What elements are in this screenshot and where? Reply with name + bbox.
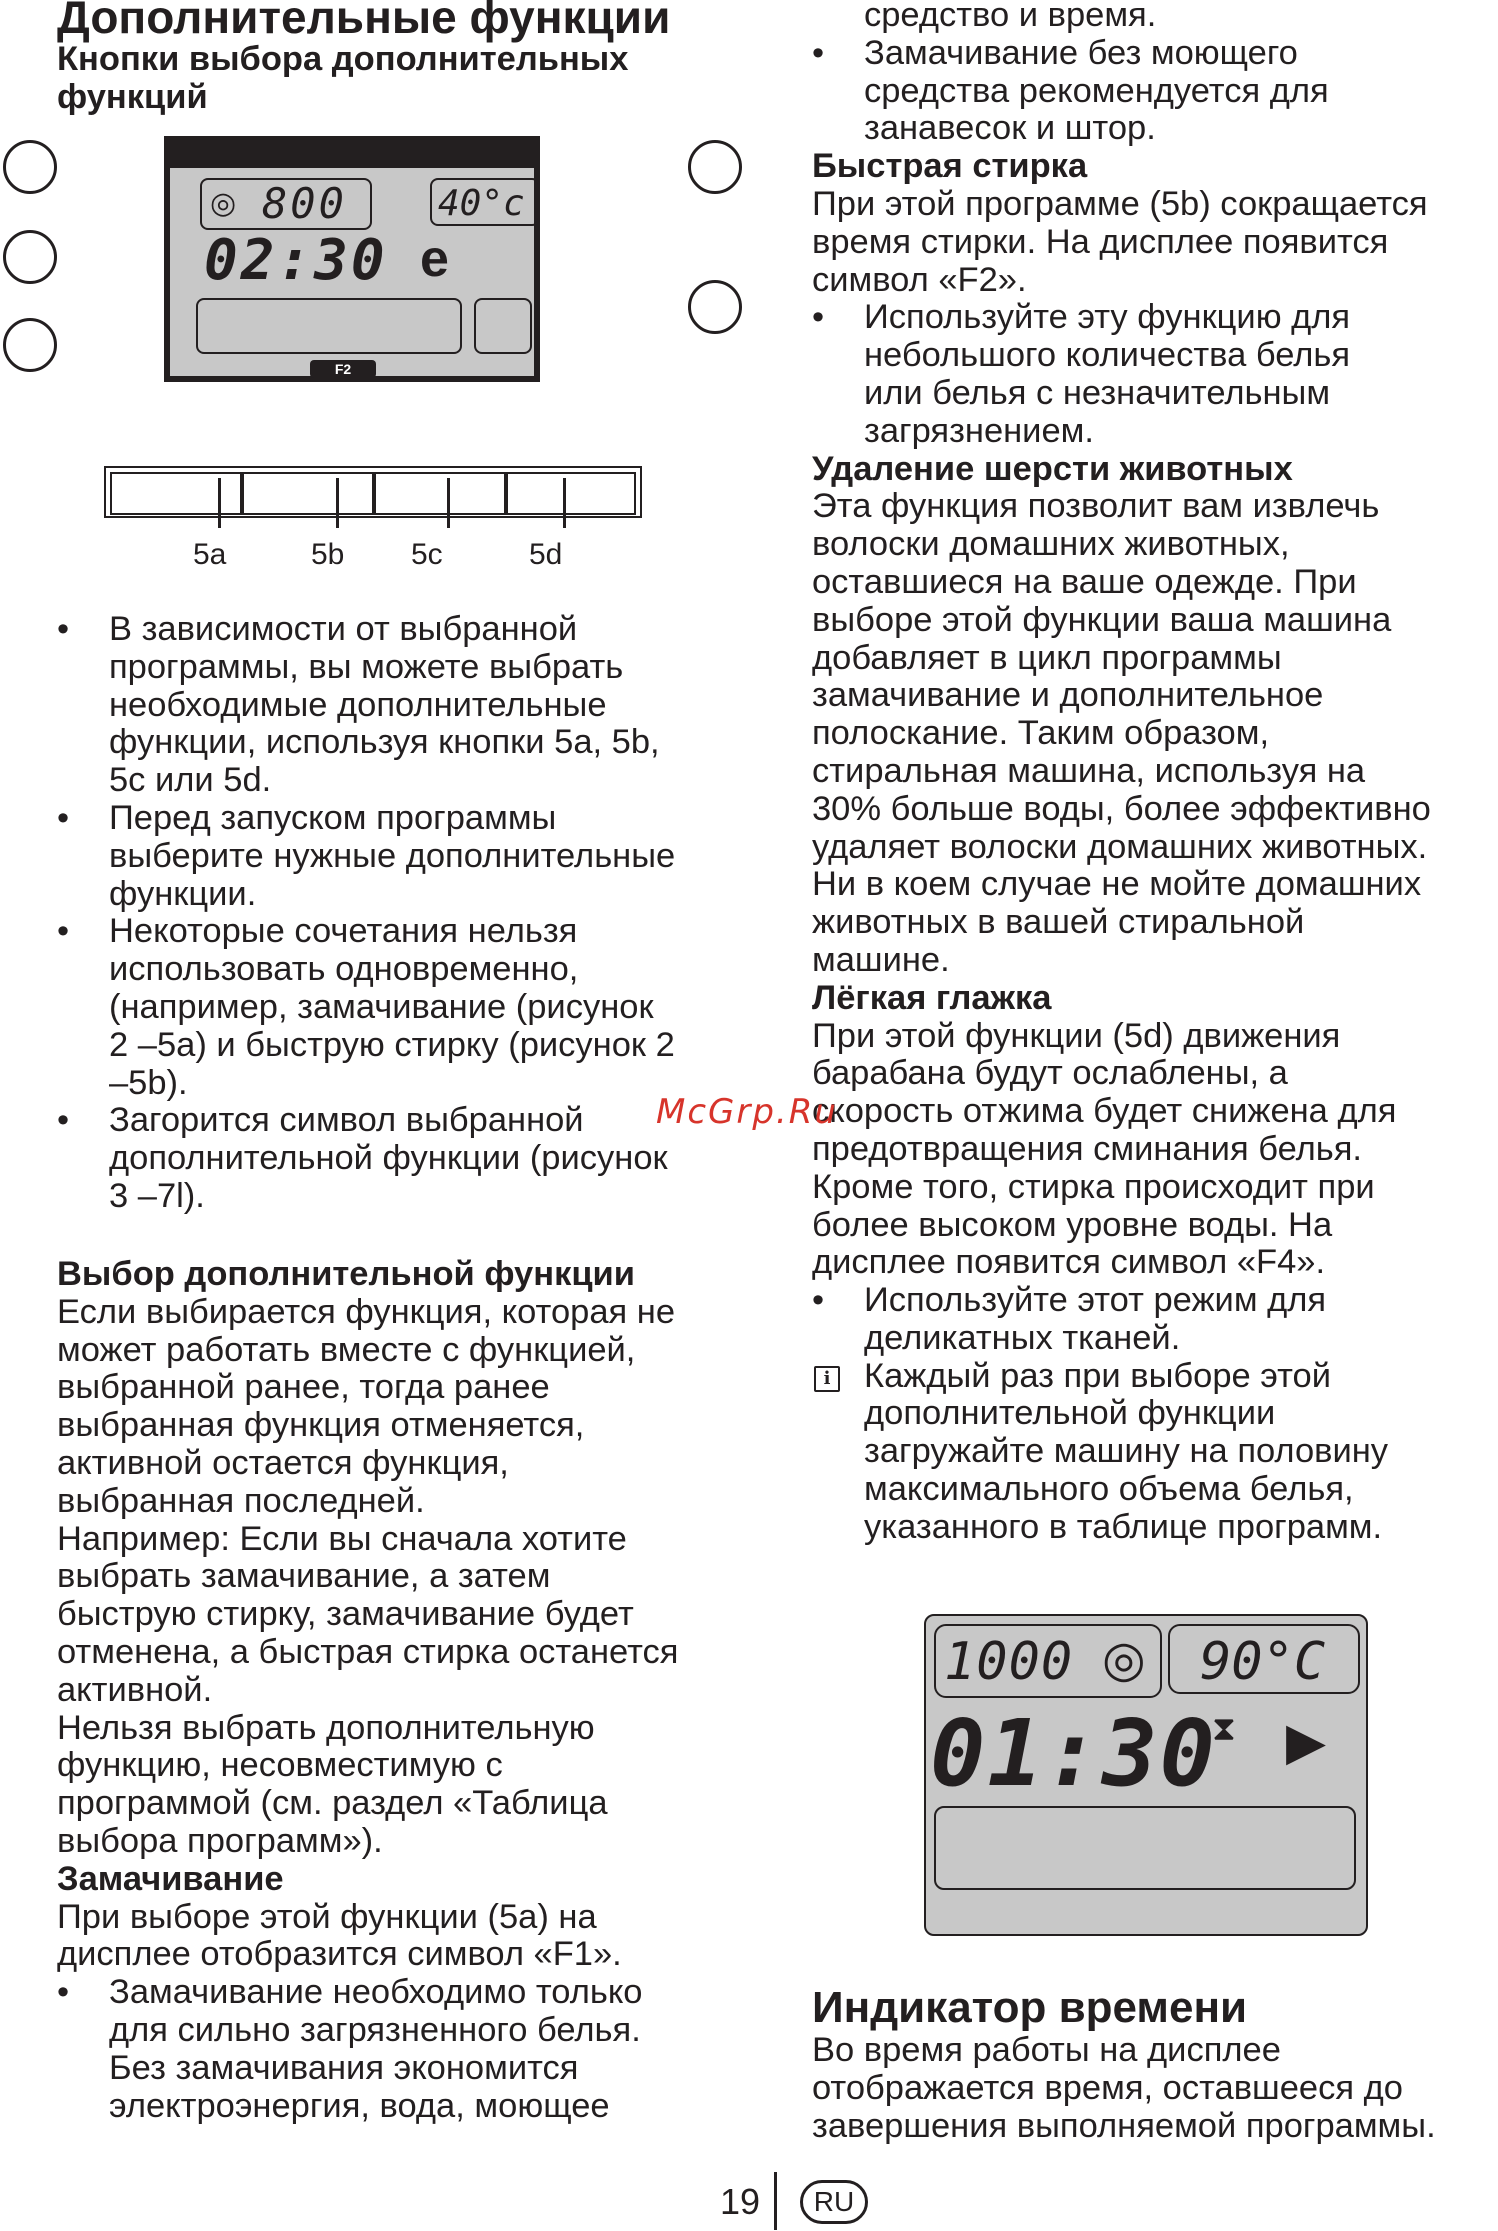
temp-readout: 40°c [438,183,525,224]
option-button-5c[interactable] [374,472,506,515]
temp-box [430,178,540,226]
play-arrow-icon: ▶ [1286,1713,1326,1771]
function-box-small [474,298,532,354]
text-line: дисплее появится символ «F4». [812,1243,1326,1282]
text-line: Используйте этот режим для [864,1281,1327,1320]
time-readout: 02:30 [204,228,388,293]
text-line: 2 –5a) и быструю стирку (рисунок 2 [109,1025,675,1064]
text-line: стиральная машина, используя на [812,751,1366,790]
info-icon: i [814,1366,840,1392]
label-5a: 5a [193,538,227,571]
text-line: дисплее отобразится символ «F1». [57,1935,622,1974]
pointer-line-5a [218,478,221,528]
text-line: добавляет в цикл программы [812,638,1282,677]
text-line: Используйте эту функцию для [864,298,1351,337]
option-button-circle[interactable] [3,318,57,372]
bullet-dot: • [57,798,70,837]
text-line: животных в вашей стиральной [812,903,1305,942]
text-line: замачивание и дополнительное [812,676,1324,715]
pointer-line-5b [336,478,339,528]
text-line: дополнительной функции [864,1394,1276,1433]
text-line: завершения выполняемой программы. [812,2106,1436,2145]
text-line: время стирки. На дисплее появится [812,222,1389,261]
function-bar [934,1806,1356,1890]
watermark: McGrp.Ru [656,1092,838,1132]
text-line: В зависимости от выбранной [109,610,578,648]
option-button-5d[interactable] [506,472,636,515]
bullet-item [812,299,1498,450]
text-line: выберите нужные дополнительные [109,836,676,875]
text-line: выбранная последней. [57,1481,425,1520]
label-5b: 5b [311,538,345,571]
text-line: выбранной ранее, тогда ранее [57,1368,550,1407]
text-line: барабана будут ослаблены, а [812,1054,1288,1093]
subtitle-line-2: функций [57,78,208,116]
text-line: максимального объема белья, [864,1470,1354,1509]
option-button-circle[interactable] [688,280,742,334]
text-line: При этой программе (5b) сокращается [812,184,1428,223]
language-badge: RU [800,2180,868,2224]
text-line: Замачивание без моющего [864,33,1298,72]
text-line: Если выбирается функция, которая не [57,1292,676,1331]
text-line: функции, используя кнопки 5a, 5b, [109,723,660,762]
text-line: Замачивание необходимо только [109,1973,643,2012]
text-line: полоскание. Таким образом, [812,714,1270,753]
text-line: 3 –7l). [109,1176,205,1215]
selection-section [57,1256,777,2125]
text-line: символ «F2». [812,260,1027,299]
text-line: Во время работы на дисплее [812,2031,1281,2069]
text-line: дополнительной функции (рисунок [109,1139,668,1178]
bullet-item [812,35,1498,148]
text-line: Загорится символ выбранной [109,1101,584,1140]
bullet-item [57,800,777,913]
text-line: или белья с незначительным [864,373,1331,412]
section-heading: Замачивание [57,1859,284,1898]
text-line: необходимые дополнительные [109,685,607,724]
text-line: функции. [109,874,257,913]
bullet-dot: • [57,1101,70,1140]
bullet-item [812,1282,1498,1358]
text-line: Нельзя выбрать дополнительную [57,1708,595,1747]
pointer-line-5d [563,478,566,528]
text-line: Перед запуском программы [109,798,557,837]
speed-box [200,178,372,230]
option-button-5a[interactable] [110,472,242,515]
bullet-item [57,611,777,800]
option-button-circle[interactable] [3,140,57,194]
text-line: машине. [812,940,950,979]
section-heading: Лёгкая глажка [812,978,1052,1017]
spiral-icon: ◎ [210,187,237,220]
right-column [812,0,1498,1547]
option-button-circle[interactable] [688,140,742,194]
option-button-circle[interactable] [3,230,57,284]
text-line: оставшиеся на ваше одежде. При [812,562,1357,601]
text-line: волоски домашних животных, [812,525,1290,564]
text-line: активной. [57,1670,213,1709]
page-title: Дополнительные функции [57,0,671,43]
text-line: Ни в коем случае не мойте домашних [812,865,1422,904]
label-5c: 5c [411,538,443,571]
text-line: –5b). [109,1063,188,1102]
text-line: загрязнением. [864,411,1094,450]
bullet-item [57,913,777,1102]
text-line: программы, вы можете выбрать [109,647,624,686]
text-line: электроэнергия, вода, моющее [109,2086,610,2125]
bullet-dot: • [812,298,825,337]
section-heading: Быстрая стирка [812,147,1088,186]
time-indicator-section [812,1984,1498,2145]
speed-box [934,1624,1162,1698]
text-line: выбрать замачивание, а затем [57,1557,551,1596]
text-line: При этой функции (5d) движения [812,1016,1341,1055]
option-button-5b[interactable] [242,472,374,515]
text-line: 5c или 5d. [109,761,272,800]
bullet-dot: • [57,1973,70,2012]
info-note [812,1358,1498,1547]
hourglass-icon: ⧗ [1212,1710,1236,1748]
text-line: выбора программ»). [57,1821,383,1860]
text-line: активной остается функция, [57,1443,509,1482]
time-readout: 01:30 [930,1700,1217,1807]
subtitle-line-1: Кнопки выбора дополнительных [57,40,629,78]
text-line: средство и время. [864,0,1157,34]
speed-readout: 800 [262,179,347,228]
text-line: отображается время, оставшееся до [812,2068,1403,2107]
temp-box [1168,1624,1360,1694]
bullet-dot: • [57,912,70,951]
bullet-item [57,1974,777,2125]
text-line: средства рекомендуется для [864,71,1329,110]
section-heading: Выбор дополнительной функции [57,1255,635,1293]
section-title: Индикатор времени [812,1983,1248,2032]
bullet-dot: • [812,1281,825,1320]
display-1-frame [164,136,540,382]
text-line: деликатных тканей. [864,1318,1181,1357]
display-1-screen [170,168,534,376]
text-line: занавесок и штор. [864,109,1156,148]
display-2-screen [924,1614,1368,1936]
temp-readout: 90°C [1200,1632,1326,1692]
text-line: небольшого количества белья [864,336,1351,375]
function-bar [196,298,462,354]
text-line: скорость отжима будет снижена для [812,1092,1397,1131]
bullet-dot: • [57,610,70,648]
text-line: Каждый раз при выборе этой [864,1356,1332,1395]
text-line: загружайте машину на половину [864,1432,1389,1471]
text-line: может работать вместе с функцией, [57,1330,636,1369]
pointer-line-5c [447,478,450,528]
text-line: При выборе этой функции (5a) на [57,1897,597,1936]
footer-divider [774,2172,777,2230]
f2-badge: F2 [310,360,376,378]
text-line: выборе этой функции ваша машина [812,600,1392,639]
text-line: для сильно загрязненного белья. [109,2010,641,2049]
eco-e-symbol: e [420,230,449,288]
section-heading: Удаление шерсти животных [812,449,1293,488]
text-line: Например: Если вы сначала хотите [57,1519,627,1558]
text-line: Эта функция позволит вам извлечь [812,487,1380,526]
text-line: быструю стирку, замачивание будет [57,1595,634,1634]
text-line: использовать одновременно, [109,950,579,989]
text-line: указанного в таблице программ. [864,1507,1383,1546]
label-5d: 5d [529,538,563,571]
text-line: отменена, а быстрая стирка останется [57,1632,679,1671]
text-line: выбранная функция отменяется, [57,1406,585,1445]
text-line: более высоком уровне воды. На [812,1205,1333,1244]
bullet-dot: • [812,33,825,72]
text-line: предотвращения сминания белья. [812,1129,1362,1168]
spiral-icon: ◎ [1102,1631,1146,1687]
page-number: 19 [720,2181,761,2222]
text-line: (например, замачивание (рисунок [109,987,654,1026]
option-buttons-strip [104,466,642,518]
text-line: 30% больше воды, более эффективно [812,789,1431,828]
text-line: программой (см. раздел «Таблица [57,1784,608,1823]
text-line: Кроме того, стирка происходит при [812,1167,1375,1206]
speed-readout: 1000 [944,1632,1074,1692]
text-line: Без замачивания экономится [109,2048,579,2087]
text-line: удаляет волоски домашних животных. [812,827,1428,866]
text-line: функцию, несовместимую с [57,1746,503,1785]
text-line: Некоторые сочетания нельзя [109,912,578,951]
